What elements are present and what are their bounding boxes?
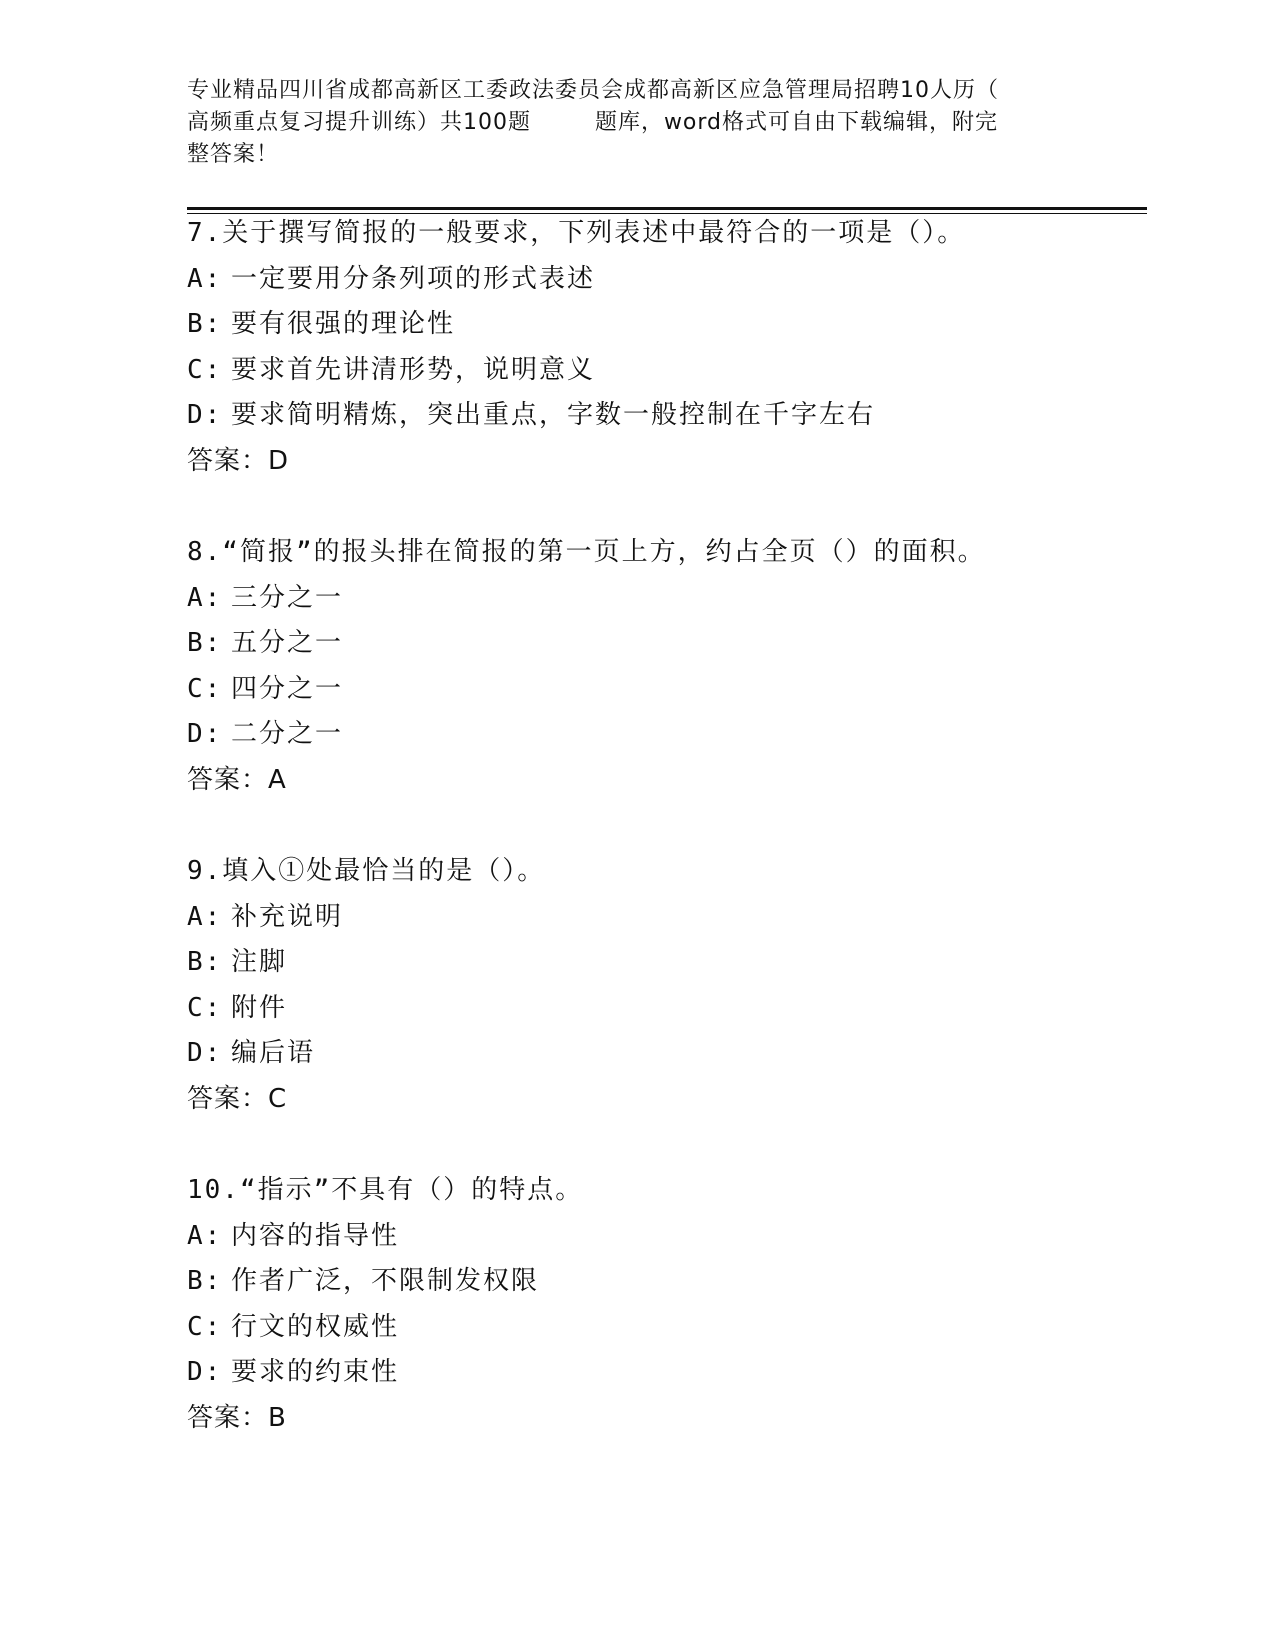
answer-line: 答案：C: [187, 1083, 288, 1114]
option-text: 要有很强的理论性: [231, 309, 456, 339]
option-b: [187, 302, 1127, 348]
option-key: D:: [187, 1357, 223, 1387]
answer-line: 答案：D: [187, 445, 290, 476]
question-7: [187, 211, 1127, 484]
option-text: 附件: [231, 992, 288, 1023]
answer-line: 答案：B: [187, 1402, 287, 1433]
option-a: [187, 257, 1127, 303]
option-c: [187, 986, 1127, 1032]
question-stem: 7.关于撰写简报的一般要求，下列表述中最符合的一项是（）。: [187, 218, 966, 248]
option-key: C:: [187, 992, 223, 1023]
option-key: C:: [187, 1311, 223, 1342]
option-c: [187, 667, 1127, 713]
option-c: [187, 1305, 1127, 1351]
option-key: A:: [187, 582, 223, 613]
header-line-2: 高频重点复习提升训练）共100题 题库，word格式可自由下载编辑，附完: [187, 110, 999, 135]
option-text: 内容的指导性: [231, 1220, 400, 1251]
document-header: [187, 75, 1067, 171]
option-text: 三分之一: [231, 582, 344, 613]
option-key: A:: [187, 1220, 223, 1251]
question-stem: 9.填入①处最恰当的是（）。: [187, 856, 546, 886]
option-text: 要求的约束性: [231, 1357, 400, 1387]
question-stem: 8.“简报”的报头排在简报的第一页上方，约占全页（）的面积。: [187, 537, 986, 567]
option-text: 一定要用分条列项的形式表述: [231, 263, 596, 294]
header-line-1: 专业精品四川省成都高新区工委政法委员会成都高新区应急管理局招聘10人历（: [187, 78, 999, 103]
option-text: 注脚: [231, 947, 288, 977]
option-d: [187, 712, 1127, 758]
option-key: D:: [187, 719, 223, 749]
option-key: B:: [187, 947, 223, 977]
header-divider-thick: [187, 207, 1147, 210]
option-key: D:: [187, 1038, 223, 1068]
option-d: [187, 1031, 1127, 1077]
option-d: [187, 393, 1127, 439]
option-text: 要求简明精炼，突出重点，字数一般控制在千字左右: [231, 400, 876, 430]
option-b: [187, 1259, 1127, 1305]
option-text: 要求首先讲清形势，说明意义: [231, 354, 596, 385]
option-d: [187, 1350, 1127, 1396]
option-text: 编后语: [231, 1038, 316, 1068]
option-text: 四分之一: [231, 673, 344, 704]
option-key: A:: [187, 901, 223, 932]
option-text: 行文的权威性: [231, 1311, 400, 1342]
option-key: A:: [187, 263, 223, 294]
option-key: B:: [187, 309, 223, 339]
option-key: B:: [187, 1266, 223, 1296]
option-c: [187, 348, 1127, 394]
option-key: C:: [187, 673, 223, 704]
option-b: [187, 940, 1127, 986]
option-b: [187, 621, 1127, 667]
question-10: [187, 1168, 1127, 1441]
option-key: B:: [187, 628, 223, 658]
option-a: [187, 1214, 1127, 1260]
option-a: [187, 895, 1127, 941]
option-text: 五分之一: [231, 628, 344, 658]
option-text: 二分之一: [231, 719, 344, 749]
answer-line: 答案：A: [187, 764, 287, 795]
question-8: [187, 530, 1127, 803]
option-key: C:: [187, 354, 223, 385]
option-a: [187, 576, 1127, 622]
header-line-3: 整答案！: [187, 142, 280, 167]
option-text: 作者广泛，不限制发权限: [231, 1266, 540, 1296]
option-text: 补充说明: [231, 901, 344, 932]
question-9: [187, 849, 1127, 1122]
option-key: D:: [187, 400, 223, 430]
question-stem: 10.“指示”不具有（）的特点。: [187, 1175, 584, 1205]
